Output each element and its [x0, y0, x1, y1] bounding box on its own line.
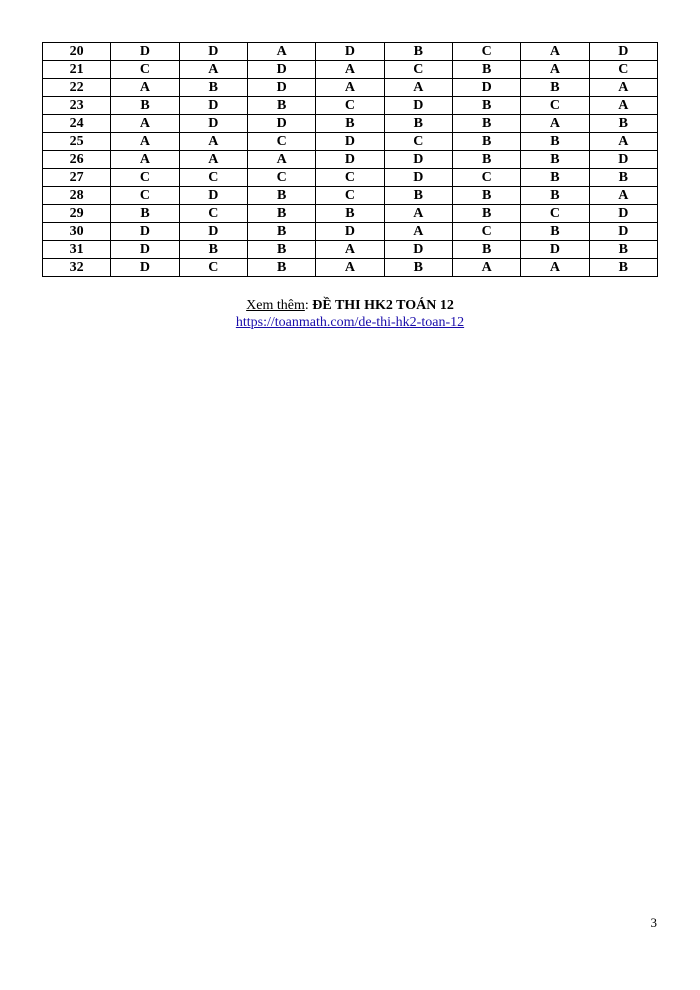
answer-cell: C [111, 169, 179, 187]
table-row [43, 259, 658, 277]
answer-cell: A [111, 151, 179, 169]
answer-cell: B [247, 259, 315, 277]
table-row [43, 223, 658, 241]
answer-cell: B [247, 97, 315, 115]
answer-cell: B [521, 223, 589, 241]
answer-cell: B [384, 187, 452, 205]
answer-cell: B [247, 223, 315, 241]
answer-cell: A [316, 241, 384, 259]
table-row [43, 169, 658, 187]
answer-cell: C [316, 187, 384, 205]
answer-cell: A [247, 43, 315, 61]
question-number-cell: 24 [43, 115, 111, 133]
question-number-cell: 31 [43, 241, 111, 259]
answer-cell: D [179, 187, 247, 205]
answer-cell: B [452, 187, 520, 205]
answer-cell: C [521, 205, 589, 223]
answer-cell: B [111, 97, 179, 115]
answer-table-body [43, 43, 658, 277]
question-number-cell: 29 [43, 205, 111, 223]
answer-cell: B [589, 115, 657, 133]
answer-cell: B [247, 187, 315, 205]
answer-cell: D [589, 43, 657, 61]
answer-cell: B [384, 43, 452, 61]
answer-cell: C [179, 259, 247, 277]
answer-cell: A [384, 79, 452, 97]
answer-cell: D [247, 61, 315, 79]
question-number-cell: 23 [43, 97, 111, 115]
answer-cell: B [179, 241, 247, 259]
answer-cell: C [589, 61, 657, 79]
answer-cell: D [589, 205, 657, 223]
answer-cell: B [521, 169, 589, 187]
answer-cell: C [452, 169, 520, 187]
answer-cell: B [247, 241, 315, 259]
answer-cell: B [589, 259, 657, 277]
answer-cell: D [111, 223, 179, 241]
answer-cell: C [111, 187, 179, 205]
page-number: 3 [650, 915, 657, 930]
see-more-block [0, 297, 700, 331]
answer-cell: D [589, 151, 657, 169]
answer-cell: B [521, 187, 589, 205]
answer-cell: B [452, 97, 520, 115]
answer-cell: B [452, 61, 520, 79]
answer-cell: C [111, 61, 179, 79]
answer-cell: B [589, 169, 657, 187]
answer-cell: D [589, 223, 657, 241]
answer-cell: B [384, 259, 452, 277]
answer-cell: B [452, 133, 520, 151]
answer-cell: D [247, 115, 315, 133]
answer-cell: C [384, 61, 452, 79]
answer-cell: A [316, 259, 384, 277]
answer-cell: A [452, 259, 520, 277]
table-row [43, 151, 658, 169]
answer-cell: D [316, 133, 384, 151]
question-number-cell: 25 [43, 133, 111, 151]
answer-cell: A [521, 259, 589, 277]
answer-cell: D [521, 241, 589, 259]
question-number-cell: 28 [43, 187, 111, 205]
answer-cell: D [452, 79, 520, 97]
answer-cell: B [589, 241, 657, 259]
answer-cell: A [111, 79, 179, 97]
question-number-cell: 32 [43, 259, 111, 277]
answer-cell: D [179, 97, 247, 115]
answer-key-table [42, 42, 658, 277]
answer-cell: A [111, 133, 179, 151]
answer-cell: B [521, 151, 589, 169]
answer-cell: C [384, 133, 452, 151]
answer-cell: C [247, 169, 315, 187]
see-more-title: ĐỀ THI HK2 TOÁN 12 [312, 298, 454, 313]
answer-cell: A [384, 223, 452, 241]
answer-cell: C [179, 205, 247, 223]
exam-link[interactable]: https://toanmath.com/de-thi-hk2-toan-12 [235, 315, 465, 330]
question-number-cell: 27 [43, 169, 111, 187]
answer-cell: D [111, 259, 179, 277]
answer-cell: C [521, 97, 589, 115]
answer-cell: A [179, 151, 247, 169]
answer-cell: D [384, 151, 452, 169]
answer-cell: D [384, 241, 452, 259]
answer-cell: B [452, 241, 520, 259]
table-row [43, 79, 658, 97]
answer-cell: A [316, 79, 384, 97]
answer-cell: D [179, 223, 247, 241]
answer-cell: C [247, 133, 315, 151]
question-number-cell: 22 [43, 79, 111, 97]
answer-cell: C [452, 43, 520, 61]
answer-cell: C [316, 169, 384, 187]
answer-cell: A [521, 61, 589, 79]
answer-cell: A [247, 151, 315, 169]
answer-cell: C [316, 97, 384, 115]
answer-cell: D [316, 223, 384, 241]
answer-cell: A [589, 187, 657, 205]
answer-cell: A [316, 61, 384, 79]
answer-cell: A [589, 133, 657, 151]
answer-cell: D [111, 43, 179, 61]
answer-cell: B [521, 133, 589, 151]
table-row [43, 115, 658, 133]
see-more-label: Xem thêm [246, 298, 305, 313]
answer-cell: D [384, 169, 452, 187]
answer-cell: B [316, 205, 384, 223]
answer-cell: B [452, 151, 520, 169]
answer-cell: A [521, 115, 589, 133]
answer-cell: B [452, 205, 520, 223]
answer-cell: D [111, 241, 179, 259]
question-number-cell: 20 [43, 43, 111, 61]
answer-cell: A [179, 133, 247, 151]
see-more-line [0, 297, 700, 314]
answer-cell: B [111, 205, 179, 223]
question-number-cell: 30 [43, 223, 111, 241]
answer-cell: A [589, 97, 657, 115]
answer-cell: B [247, 205, 315, 223]
question-number-cell: 21 [43, 61, 111, 79]
answer-cell: D [384, 97, 452, 115]
table-row [43, 61, 658, 79]
question-number-cell: 26 [43, 151, 111, 169]
table-row [43, 43, 658, 61]
table-row [43, 133, 658, 151]
answer-cell: A [384, 205, 452, 223]
answer-cell: B [316, 115, 384, 133]
answer-cell: A [111, 115, 179, 133]
answer-cell: A [589, 79, 657, 97]
answer-cell: D [179, 43, 247, 61]
answer-cell: A [521, 43, 589, 61]
table-row [43, 97, 658, 115]
answer-cell: C [452, 223, 520, 241]
table-row [43, 241, 658, 259]
table-row [43, 187, 658, 205]
answer-cell: D [316, 151, 384, 169]
table-row [43, 205, 658, 223]
answer-cell: D [179, 115, 247, 133]
answer-cell: B [384, 115, 452, 133]
answer-cell: B [452, 115, 520, 133]
see-more-separator: : [304, 298, 313, 313]
answer-cell: D [247, 79, 315, 97]
answer-cell: C [179, 169, 247, 187]
answer-cell: B [521, 79, 589, 97]
answer-cell: A [179, 61, 247, 79]
answer-cell: D [316, 43, 384, 61]
answer-cell: B [179, 79, 247, 97]
